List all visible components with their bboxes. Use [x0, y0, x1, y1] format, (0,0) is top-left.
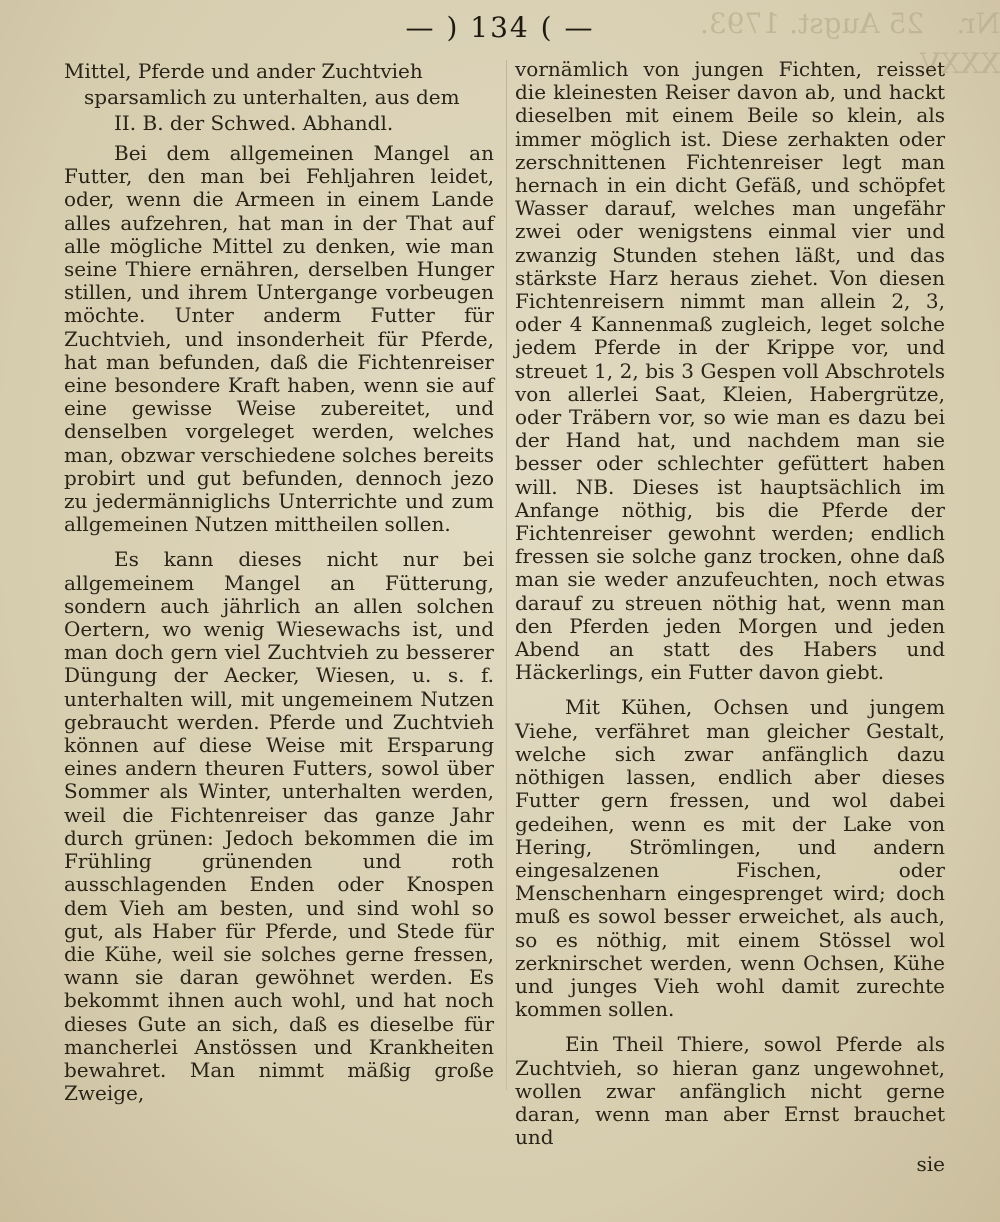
paragraph: Es kann dieses nicht nur bei allgemeinem Mangel an Fütterung, sondern auch jährlich an allen solchen Oertern, wo wenig Wiesewachs ist, und man doch gern viel Zuchtvieh zu besserer Düngung der Aecker, Wiesen, u. s. f. unterhalten will, mit ungemeinem Nutzen gebraucht werden. Pferde und Zuchtvieh können auf diese Weise mit Ersparung eines andern theuren Futters, sowol über Sommer als Winter, unterhalten werden, weil die Fichtenreiser das ganze Jahr durch grünen: Jedoch bekommen die im Frühling grünenden und roth ausschlagenden Enden oder Knospen dem Vieh am besten, und sind wohl so gut, als Haber für Pferde, und Stede für die Kühe, weil sie solches gerne fressen, wann sie daran gewöhnet werden. Es bekommt ihnen auch wohl, und hat noch dieses Gute an sich, daß es dieselbe für mancherlei Anstössen und Krankheiten bewahret. Man nimmt mäßig große Zweige, [64, 547, 494, 1106]
page-number: — ) 134 ( — [405, 11, 595, 44]
section-title [64, 58, 494, 136]
paragraph: vornämlich von jungen Fichten, reisset die kleinesten Reiser davon ab, und hackt dieselben mit einem Beile so klein, als immer möglich ist. Diese zerhakten oder zerschnittenen Fichtenreiser legt man hernach in ein dicht Gefäß, und schöpfet Wasser darauf, welches man ungefähr zwei oder wenigstens einmal vier und zwanzig Stunden stehen läßt, und das stärkste Harz heraus ziehet. Von diesen Fichtenreisern nimmt man allein 2, 3, oder 4 Kannenmaß zugleich, leget solche jedem Pferde in der Krippe vor, und streuet 1, 2, bis 3 Gespen voll Abschrotels von allerlei Saat, Kleien, Habergrütze, oder Träbern vor, so wie man es dazu bei der Hand hat, und nachdem man sie besser oder schlechter gefüttert haben will. NB. Dieses ist hauptsächlich im Anfange nöthig, bis die Pferde der Fichtenreiser gewohnt werden; endlich fressen sie solche ganz trocken, ohne daß man sie weder anzufeuchten, noch etwas darauf zu streuen nöthig hat, wenn man den Pferden jeden Morgen und jeden Abend an statt des Habers und Häckerlings, ein Futter davon giebt. [515, 57, 945, 685]
paragraph: Ein Theil Thiere, sowol Pferde als Zuchtvieh, so hieran ganz ungewohnet, wollen zwar anfänglich nicht gerne daran, wenn man aber Ernst brauchet und [515, 1032, 945, 1150]
left-column [64, 58, 494, 1117]
show-through-text-date: 25 Augst. 1793. [700, 7, 925, 40]
catchword: sie [916, 1152, 945, 1177]
paragraph: Bei dem allgemeinen Mangel an Futter, den man bei Fehljahren leidet, oder, wenn die Armeen in einem Lande alles aufzehren, hat man in der That auf alle mögliche Mittel zu denken, wie man seine Thiere ernähren, derselben Hunger stillen, und ihrem Untergange vorbeugen möchte. Unter anderm Futter für Zuchtvieh, und insonderheit für Pferde, hat man befunden, daß die Fichtenreiser eine besondere Kraft haben, wenn sie auf eine gewisse Weise zubereitet, und denselben vorgeleget werden, welches man, obzwar verschiedene solches bereits probirt und gut befunden, dennoch jezo zu jedermänniglichs Unterrichte und zum allgemeinen Nutzen mittheilen sollen. [64, 141, 494, 537]
right-column [515, 58, 945, 1177]
section-title-line-3: II. B. der Schwed. Abhandl. [114, 111, 394, 135]
section-title-line-2: sparsamlich zu unterhalten, aus dem [84, 85, 460, 109]
section-title-line-1: Mittel, Pferde und ander Zuchtvieh [64, 59, 423, 83]
paragraph: Mit Kühen, Ochsen und jungem Viehe, verfähret man gleicher Gestalt, welche sich zwar anfänglich dazu nöthigen lassen, endlich aber dieses Futter gern fressen, und wol dabei gedeihen, wenn es mit der Lake von Hering, Strömlingen, und andern eingesalzenen Fischen, oder Menschenharn eingesprenget wird; doch muß es sowol besser erweichet, als auch, so es nöthig, mit einem Stössel wol zerknirschet werden, wenn Ochsen, Kühe und junges Vieh wohl damit zurechte kommen sollen. [515, 695, 945, 1022]
show-through-text-number: Nr. XXXV. [915, 7, 1000, 80]
column-divider [506, 60, 507, 1090]
